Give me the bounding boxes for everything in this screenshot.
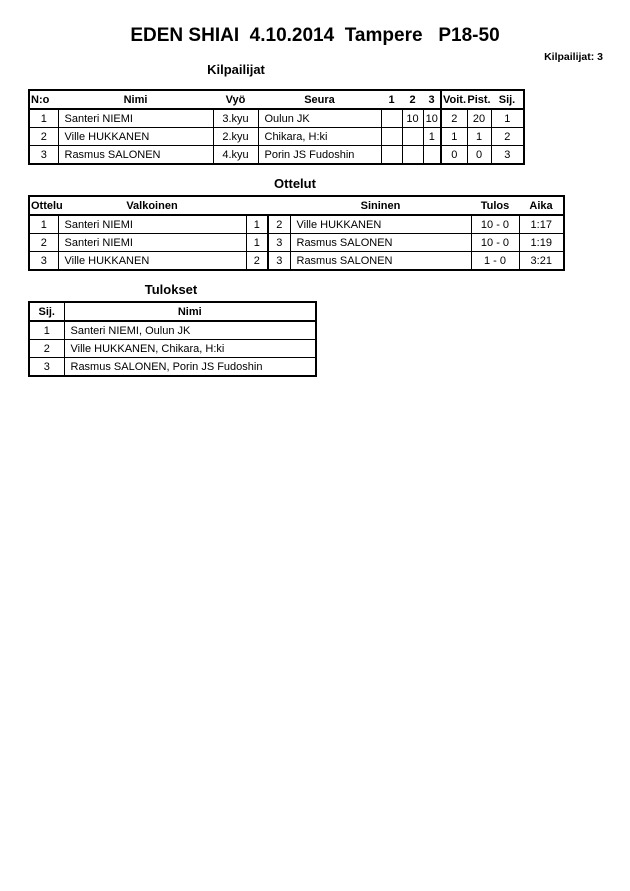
competitor-belt: 3.kyu (213, 109, 258, 128)
competitor-name: Rasmus SALONEN (58, 146, 213, 165)
round-2-score (402, 146, 423, 165)
header-nimi: Nimi (58, 90, 213, 109)
header-voit: Voit. (441, 90, 467, 109)
competitor-row (29, 128, 524, 146)
competitor-club: Porin JS Fudoshin (258, 146, 381, 165)
header-aika: Aika (519, 196, 564, 215)
round-2-score (402, 128, 423, 146)
page-title: EDEN SHIAI 4.10.2014 Tampere P18-50 (130, 25, 500, 46)
match-time: 1:19 (519, 234, 564, 252)
competitor-name: Santeri NIEMI (58, 109, 213, 128)
competitor-club: Chikara, H:ki (258, 128, 381, 146)
competitor-number: 3 (29, 146, 58, 165)
round-3-score: 1 (423, 128, 441, 146)
kilpailijat-header-row (29, 90, 524, 109)
match-row (29, 215, 564, 234)
header-no: N:o (29, 90, 58, 109)
competitor-name: Ville HUKKANEN (58, 128, 213, 146)
wins: 1 (441, 128, 467, 146)
header-round-3: 3 (423, 90, 441, 109)
tulokset-table (28, 301, 317, 377)
header-white-number (246, 196, 268, 215)
competitor-club: Oulun JK (258, 109, 381, 128)
tulokset-heading: Tulokset (144, 282, 198, 297)
header-round-1: 1 (381, 90, 402, 109)
white-player-name: Santeri NIEMI (58, 234, 246, 252)
round-1-score (381, 128, 402, 146)
blue-player-name: Ville HUKKANEN (290, 215, 471, 234)
white-player-name: Ville HUKKANEN (58, 252, 246, 271)
header-round-2: 2 (402, 90, 423, 109)
round-3-score: 10 (423, 109, 441, 128)
blue-player-number: 3 (268, 234, 290, 252)
competitor-row (29, 109, 524, 128)
header-sininen: Sininen (290, 196, 471, 215)
match-time: 1:17 (519, 215, 564, 234)
match-result: 10 - 0 (471, 215, 519, 234)
round-1-score (381, 109, 402, 128)
white-player-number: 1 (246, 234, 268, 252)
white-player-number: 1 (246, 215, 268, 234)
match-number: 2 (29, 234, 58, 252)
result-name: Ville HUKKANEN, Chikara, H:ki (64, 340, 316, 358)
points: 20 (467, 109, 491, 128)
round-3-score (423, 146, 441, 165)
header-tulos: Tulos (471, 196, 519, 215)
blue-player-number: 2 (268, 215, 290, 234)
result-row (29, 340, 316, 358)
match-result: 10 - 0 (471, 234, 519, 252)
result-placement: 3 (29, 358, 64, 377)
header-ottelu: Ottelu (29, 196, 58, 215)
header-sij: Sij. (29, 302, 64, 321)
header-sij: Sij. (491, 90, 524, 109)
round-2-score: 10 (402, 109, 423, 128)
white-player-number: 2 (246, 252, 268, 271)
competitor-number: 1 (29, 109, 58, 128)
blue-player-name: Rasmus SALONEN (290, 252, 471, 271)
header-nimi: Nimi (64, 302, 316, 321)
ottelut-header-row (29, 196, 564, 215)
match-row (29, 234, 564, 252)
ottelut-heading: Ottelut (274, 176, 316, 191)
competitor-belt: 2.kyu (213, 128, 258, 146)
header-vyo: Vyö (213, 90, 258, 109)
blue-player-number: 3 (268, 252, 290, 271)
result-name: Santeri NIEMI, Oulun JK (64, 321, 316, 340)
header-pist: Pist. (467, 90, 491, 109)
points: 1 (467, 128, 491, 146)
blue-player-name: Rasmus SALONEN (290, 234, 471, 252)
match-number: 3 (29, 252, 58, 271)
competitor-belt: 4.kyu (213, 146, 258, 165)
placement: 3 (491, 146, 524, 165)
result-name: Rasmus SALONEN, Porin JS Fudoshin (64, 358, 316, 377)
placement: 2 (491, 128, 524, 146)
header-valkoinen: Valkoinen (58, 196, 246, 215)
result-placement: 1 (29, 321, 64, 340)
result-row (29, 358, 316, 377)
placement: 1 (491, 109, 524, 128)
competitor-count: Kilpailijat: 3 (544, 51, 603, 63)
round-1-score (381, 146, 402, 165)
header-blue-number (268, 196, 290, 215)
competitor-number: 2 (29, 128, 58, 146)
kilpailijat-heading: Kilpailijat (207, 62, 265, 77)
wins: 0 (441, 146, 467, 165)
result-row (29, 321, 316, 340)
competitor-row (29, 146, 524, 165)
ottelut-table (28, 195, 565, 271)
points: 0 (467, 146, 491, 165)
match-time: 3:21 (519, 252, 564, 271)
header-seura: Seura (258, 90, 381, 109)
match-result: 1 - 0 (471, 252, 519, 271)
match-number: 1 (29, 215, 58, 234)
wins: 2 (441, 109, 467, 128)
match-row (29, 252, 564, 271)
white-player-name: Santeri NIEMI (58, 215, 246, 234)
kilpailijat-table (28, 89, 525, 165)
result-placement: 2 (29, 340, 64, 358)
tulokset-header-row (29, 302, 316, 321)
